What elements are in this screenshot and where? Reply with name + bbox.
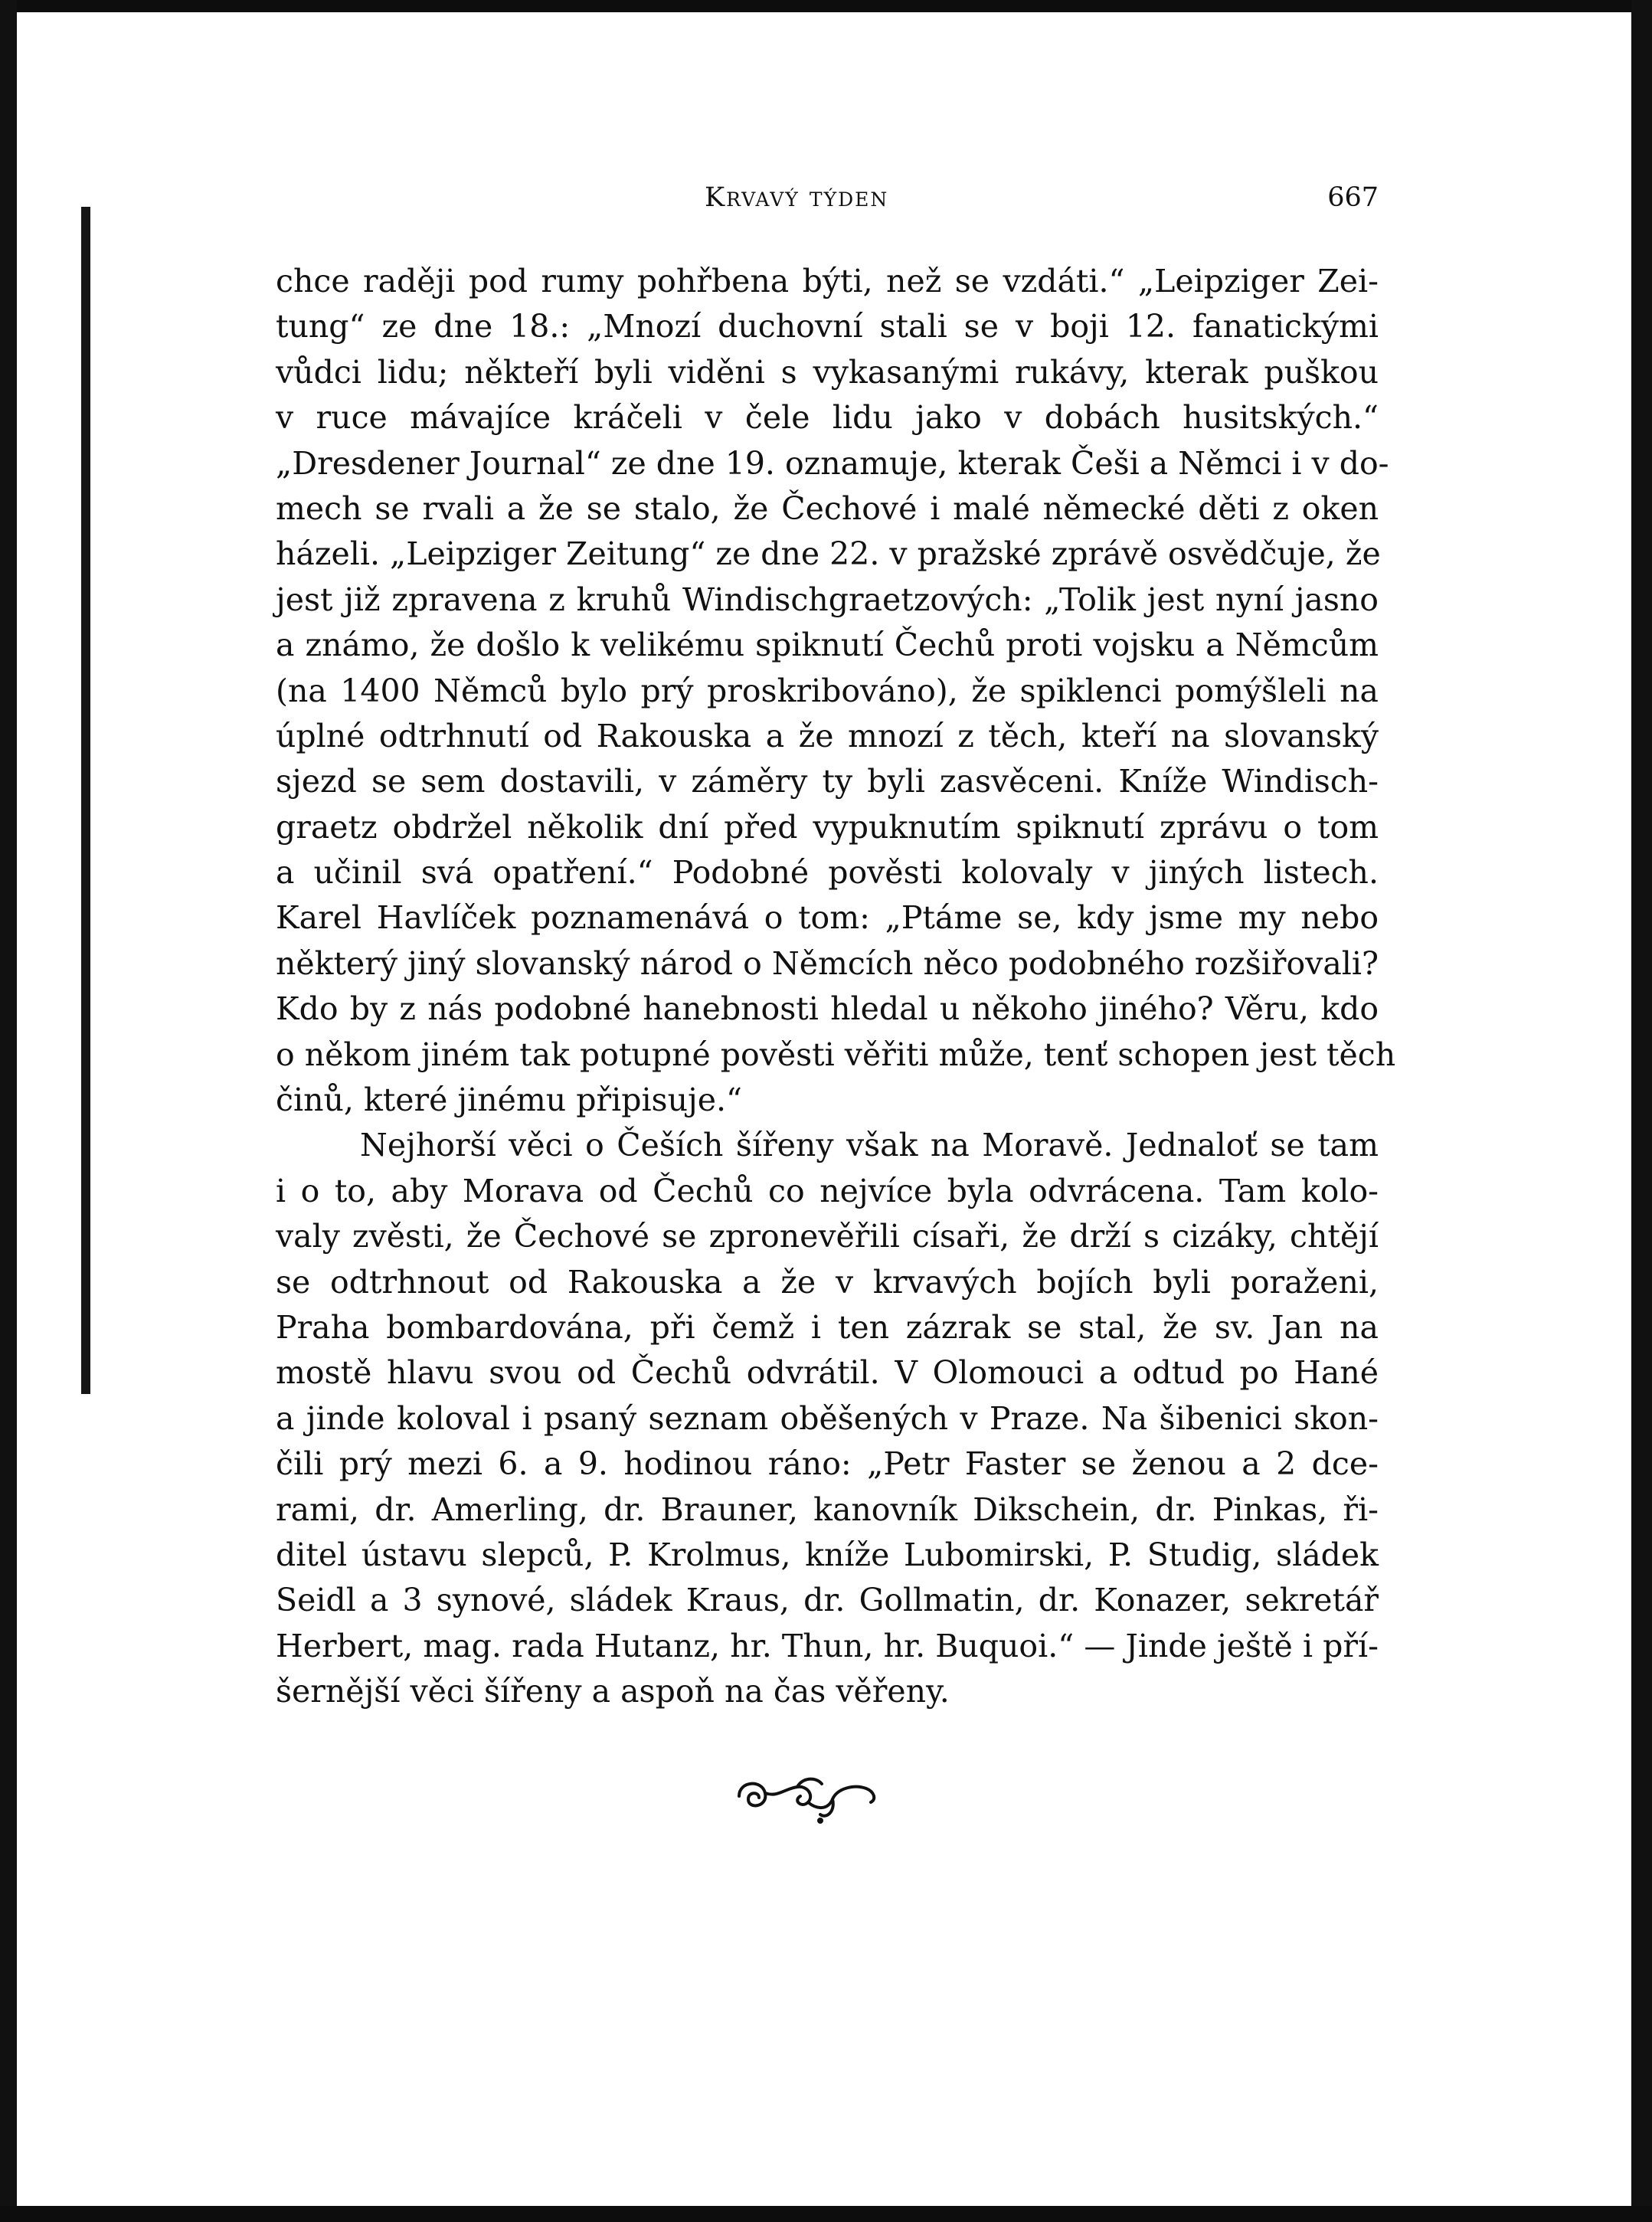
fleuron-ornament-icon	[731, 1765, 885, 1827]
scan-border-right	[1631, 0, 1652, 2222]
text-line: Nejhorší věci o Češích šířeny však na Moravě. Jednaloť se tam	[360, 1127, 1379, 1164]
text-line: vůdci lidu; někteří byli viděni s vykasanými rukávy, kterak puškou	[276, 353, 1379, 391]
text-line: a známo, že došlo k velikému spiknutí Čechů proti vojsku a Němcům	[276, 627, 1379, 664]
text-line: mostě hlavu svou od Čechů odvrátil. V Olomouci a odtud po Hané	[276, 1354, 1379, 1392]
text-line: (na 1400 Němců bylo prý proskribováno), že spiklenci pomýšleli na	[276, 672, 1379, 709]
page-number: 667	[1327, 182, 1379, 213]
text-line: Kdo by z nás podobné hanebnosti hledal u někoho jiného? Věru, kdo	[276, 990, 1379, 1028]
chapter-title: Krvavý týden	[705, 182, 889, 213]
text-line: Praha bombardována, při čemž i ten zázrak se stal, že sv. Jan na	[276, 1308, 1379, 1346]
text-line: jest již zpravena z kruhů Windischgraetzových: „Tolik jest nyní jasno	[276, 581, 1379, 618]
text-line: úplné odtrhnutí od Rakouska a že mnozí z těch, kteří na slovanský	[276, 717, 1379, 754]
text-line: rami, dr. Amerling, dr. Brauner, kanovník Dikschein, dr. Pinkas, ři-	[276, 1491, 1379, 1528]
text-line: v ruce mávajíce kráčeli v čele lidu jako v dobách husitských.“	[276, 399, 1379, 437]
text-line: házeli. „Leipziger Zeitung“ ze dne 22. v pražské zprávě osvědčuje, že	[276, 535, 1381, 573]
scan-border-bottom	[0, 2206, 1652, 2222]
text-line: chce raději pod rumy pohřbena býti, než se vzdáti.“ „Leipziger Zei-	[276, 263, 1379, 299]
text-line: Karel Havlíček poznamenává o tom: „Ptáme se, kdy jsme my nebo	[276, 899, 1379, 937]
scan-border-top	[0, 0, 1652, 12]
paragraph-1	[276, 259, 1396, 1123]
text-line: některý jiný slovanský národ o Němcích něco podobného rozšiřovali?	[276, 944, 1379, 982]
text-line: mech se rvali a že se stalo, že Čechové i malé německé děti z oken	[276, 489, 1379, 527]
text-line: a učinil svá opatření.“ Podobné pověsti kolovaly v jiných listech.	[276, 854, 1379, 892]
body-text	[276, 259, 1396, 1715]
text-line: a jinde koloval i psaný seznam oběšených v Praze. Na šibenici skon-	[276, 1399, 1379, 1437]
text-line: „Dresdener Journal“ ze dne 19. oznamuje, kterak Češi a Němci i v do-	[276, 444, 1389, 482]
text-line: Seidl a 3 synové, sládek Kraus, dr. Gollmatin, dr. Konazer, sekretář	[276, 1582, 1379, 1619]
text-line: tung“ ze dne 18.: „Mnozí duchovní stali se v boji 12. fanatickými	[276, 308, 1379, 345]
text-line: ditel ústavu slepců, P. Krolmus, kníže Lubomirski, P. Studig, sládek	[276, 1536, 1379, 1573]
text-line: čili prý mezi 6. a 9. hodinou ráno: „Petr Faster se ženou a 2 dce-	[276, 1445, 1379, 1483]
text-line: sjezd se sem dostavili, v záměry ty byli zasvěceni. Kníže Windisch-	[276, 763, 1379, 800]
text-line: valy zvěsti, že Čechové se zpronevěřili císaři, že drží s cizáky, chtějí	[276, 1218, 1379, 1255]
text-line: činů, které jinému připisuje.“	[276, 1082, 742, 1119]
paragraph-2	[276, 1123, 1379, 1714]
text-line: o někom jiném tak potupné pověsti věřiti může, tenť schopen jest těch	[276, 1036, 1396, 1073]
binding-shadow	[81, 207, 90, 1394]
text-line: Herbert, mag. rada Hutanz, hr. Thun, hr. Buquoi.“ — Jinde ještě i pří-	[276, 1627, 1379, 1664]
scan-border-left	[0, 0, 17, 2222]
running-head	[276, 176, 1379, 222]
text-line: i o to, aby Morava od Čechů co nejvíce byla odvrácena. Tam kolo-	[276, 1172, 1379, 1209]
text-line: graetz obdržel několik dní před vypuknutím spiknutí zprávu o tom	[276, 808, 1379, 846]
text-line: šernější věci šířeny a aspoň na čas věřeny.	[276, 1673, 950, 1710]
text-line: se odtrhnout od Rakouska a že v krvavých bojích byli poraženi,	[276, 1263, 1379, 1301]
